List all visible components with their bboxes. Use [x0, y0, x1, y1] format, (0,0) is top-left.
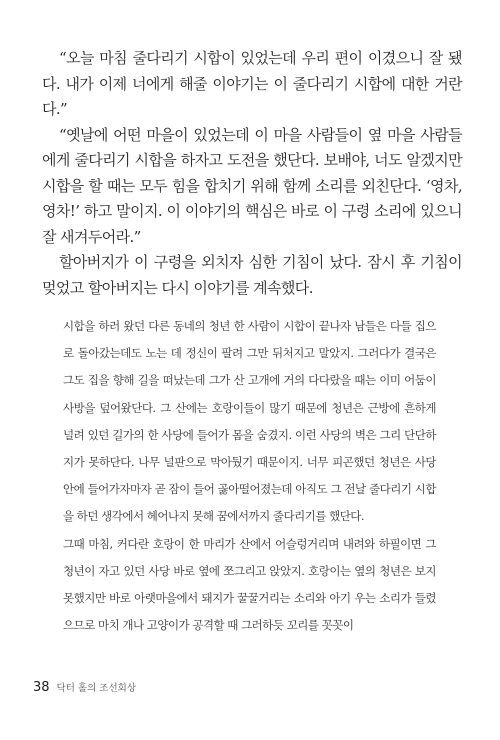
running-title: 닥터 홀의 조선회상: [56, 683, 137, 694]
dialogue-paragraph: “오늘 마침 줄다리기 시합이 있었는데 우리 편이 이겼으니 잘 됐다. 내가 이제 너에게 해줄 이야기는 이 줄다리기 시합에 대한 거란다.”: [42, 49, 462, 118]
narration-paragraph: 할아버지가 이 구령을 외치자 심한 기침이 났다. 잠시 후 기침이 멎었고 할아버지는 다시 이야기를 계속했다.: [42, 253, 462, 297]
dialogue-section: [42, 46, 462, 301]
page-footer: [33, 680, 136, 695]
page-number: 38: [33, 680, 50, 695]
story-paragraph: 시합을 하러 왔던 다른 동네의 청년 한 사람이 시합이 끝나자 남들은 다들 집으로 돌아갔는데도 노는 데 정신이 팔려 그만 뒤처지고 말았지. 그러다가 결국은 그도 집을 향해 길을 떠났는데 그가 산 고개에 거의 다다랐을 때는 이미 어둠이 사방을 덮어왔단다. 그 산에는 호랑이들이 많기 때문에 청년은 근방에 흔하게 널려 있던 길가의 한 사당에 들어가 몸을 숨겼지. 이런 사당의 벽은 그리 단단하지가 못하단다. 나무 널판으로 막아뒀기 때문이지. 너무 피곤했던 청년은 사당 안에 들어가자마자 곧 잠이 들어 곯아떨어졌는데 아직도 그 전날 줄다리기 시합을 하던 생각에서 헤어나지 못해 꿈에서까지 줄다리기를 했단다.: [63, 319, 436, 524]
story-section: [63, 313, 436, 639]
story-paragraph: 그때 마침, 커다란 호랑이 한 마리가 산에서 어슬렁거리며 내려와 하필이면 그 청년이 자고 있던 사당 바로 옆에 쪼그리고 앉았지. 호랑이는 옆의 청년은 보지 못했지만 바로 아랫마을에서 돼지가 꿀꿀거리는 소리와 아기 우는 소리가 들렸으므로 마치 개나 고양이가 공격할 때 그러하듯 꼬리를 꼿꼿이: [63, 536, 436, 633]
dialogue-paragraph: “옛날에 어떤 마을이 있었는데 이 마을 사람들이 옆 마을 사람들에게 줄다리기 시합을 하자고 도전을 했단다. 보배야, 너도 알겠지만 시합을 할 때는 모두 힘을 합치기 위해 함께 소리를 외친단다. ‘영차, 영차!’ 하고 말이지. 이 이야기의 핵심은 바로 이 구령 소리에 있으니 잘 새겨두어라.”: [42, 125, 462, 246]
